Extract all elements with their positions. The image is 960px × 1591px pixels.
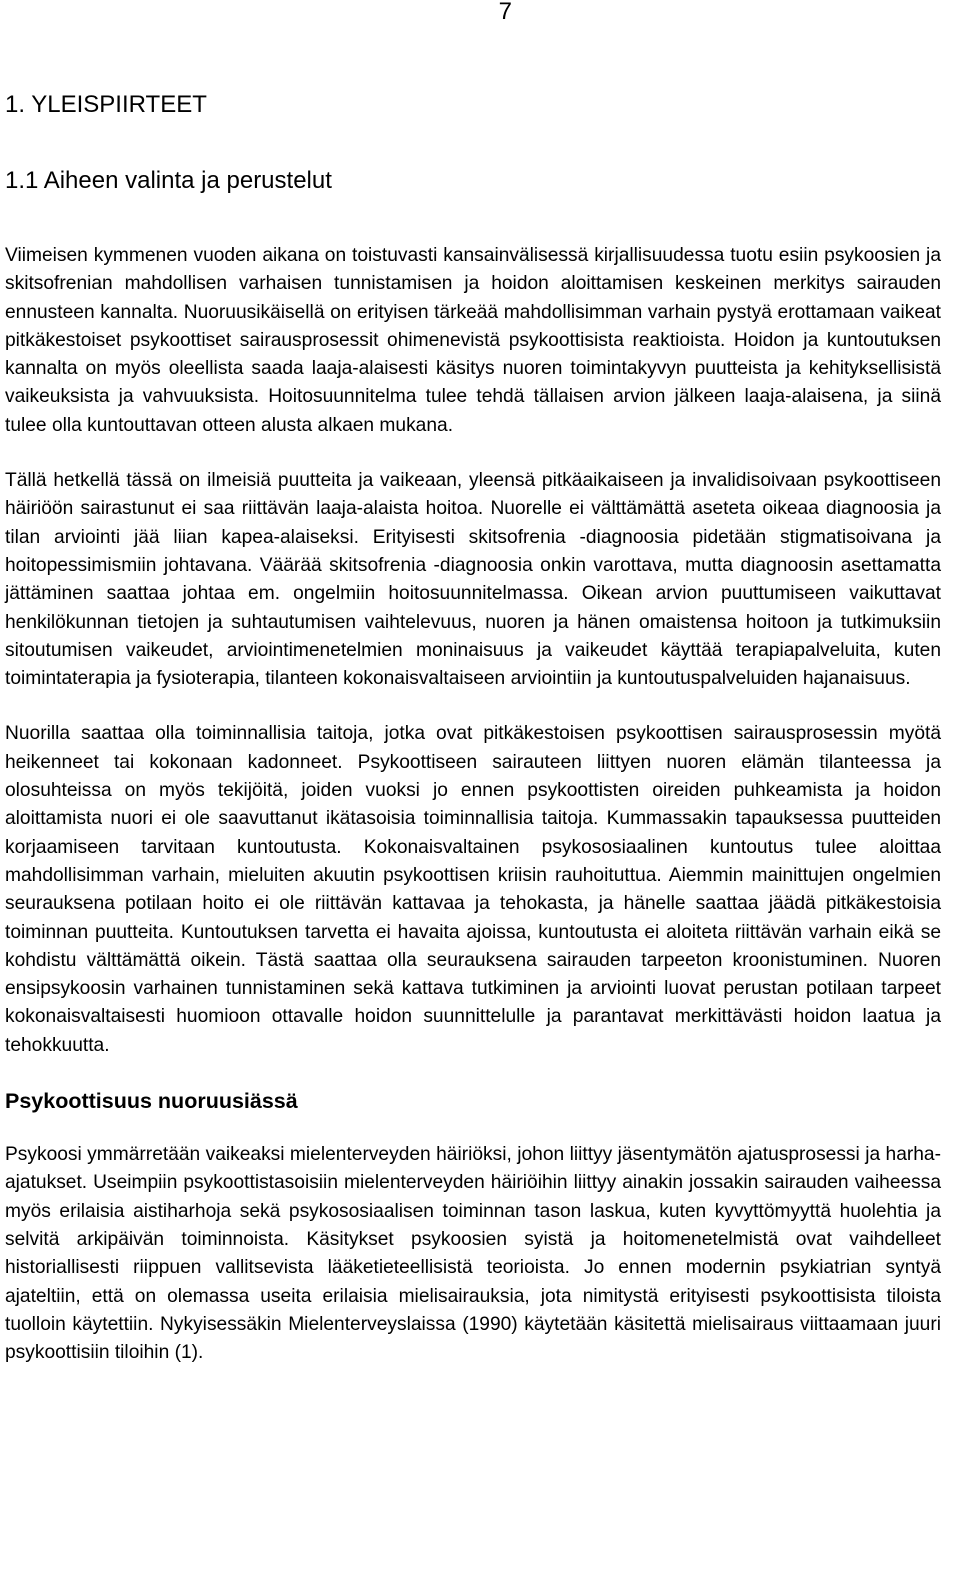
paragraph-2: Tällä hetkellä tässä on ilmeisiä puutteita ja vaikeaan, yleensä pitkäaikaiseen ja invalidisoivaan psykoottiseen häiriöön sairastunut ei saa riittävän laaja-alaista hoitoa. Nuorelle ei välttämättä aseteta oikeaa diagnoosia ja tilan arviointi jää liian kapea-alaiseksi. Erityisesti skitsofrenia -diagnoosia pidetään stigmatisoivana ja hoitopessimismiin johtavana. Väärää skitsofrenia -diagnoosia onkin varottava, mutta diagnoosin asettamatta jättäminen saattaa johtaa em. ongelmiin hoitosuunnitelmassa. Oikean arvion puuttumiseen vaikuttavat henkilökunnan tietojen ja suhtautumisen vaihtelevuus, nuoren ja hänen omaistensa hoitoon ja tutkimuksiin sitoutumisen vaikeudet, arviointimenetelmien moninaisuus ja vaikeudet käyttää terapiapalveluita, kuten toimintaterapia ja fysioterapia, tilanteen kokonaisvaltaiseen arviointiin ja kuntoutuspalveluiden hajanaisuus. [5,470,941,690]
paragraph-1: Viimeisen kymmenen vuoden aikana on toistuvasti kansainvälisessä kirjallisuudessa tuotu esiin psykoosien ja skitsofrenian mahdollisen varhaisen tunnistamisen ja hoidon aloittamisen keskeinen merkitys sairauden ennusteen kannalta. Nuoruusikäisellä on erityisen tärkeää mahdollisimman varhain pystyä erottamaan vaikeat pitkäkestoiset psykoottiset sairausprosessit ohimenevistä psykoottisista reaktioista. Hoidon ja kuntoutuksen kannalta on myös oleellista saada laaja-alaisesti käsitys nuoren toimintakyvyn puutteista ja kehityksellisistä vaikeuksista ja vahvuuksista. Hoitosuunnitelma tulee tehdä tällaisen arvion jälkeen laaja-alaisena, ja siinä tulee olla kuntouttavan otteen alusta alkaen mukana. [5,245,941,436]
subheading-psychoticism: Psykoottisuus nuoruusiässä [5,1089,298,1114]
section-title: 1.1 Aiheen valinta ja perustelut [5,167,332,194]
chapter-title: 1. YLEISPIIRTEET [5,91,207,118]
document-body [5,88,941,1394]
page-number: 7 [498,0,512,25]
paragraph-3: Nuorilla saattaa olla toiminnallisia taitoja, jotka ovat pitkäkestoisen psykoottisen sairausprosessin myötä heikenneet tai kokonaan kadonneet. Psykoottiseen sairauteen liittyen nuoren elämän tilanteessa ja olosuhteissa on myös tekijöitä, joiden vuoksi jo ennen psykoottisten oireiden puhkeamista ja hoidon aloittamista nuori ei ole saavuttanut ikätasoisia toiminnallisia taitoja. Kummassakin tapauksessa puutteiden korjaamiseen tarvitaan kuntoutusta. Kokonaisvaltainen psykososiaalinen kuntoutus tulee aloittaa mahdollisimman varhain, mieluiten akuutin psykoottisen kriisin rauhoituttua. Aiemmin mainittujen ongelmien seurauksena potilaan hoito ei ole riittävän kattavaa ja tehokasta, ja hänelle saattaa jäädä pitkäkestoisia toiminnan puutteita. Kuntoutuksen tarvetta ei havaita ajoissa, kuntoutusta ei aloiteta riittävän varhain eikä se kohdistu välttämättä oikein. Tästä saattaa olla seurauksena sairauden tarpeeton kroonistuminen. Nuoren ensipsykoosin varhainen tunnistaminen sekä kattava tutkiminen ja arviointi luovat perustan potilaan tarpeet kokonaisvaltaisesti huomioon ottavalle hoidon suunnittelulle ja parantavat merkittävästi hoidon laatua ja tehokkuutta. [5,723,941,1056]
paragraph-4: Psykoosi ymmärretään vaikeaksi mielenterveyden häiriöksi, johon liittyy jäsentymätön ajatusprosessi ja harha-ajatukset. Useimpiin psykoottistasoisiin mielenterveyden häiriöihin liittyy ainakin jossakin sairauden vaiheessa myös erilaisia aistiharhoja sekä psykososiaalisen toiminnan tason laskua, kuten kyvyttömyyttä huolehtia ja selvitä arkipäivän toiminnoista. Käsitykset psykoosien syistä ja hoitomenetelmistä ovat vaihdelleet historiallisesti riippuen vallitsevista lääketieteellisistä teorioista. Jo ennen modernin psykiatrian syntyä ajateltiin, että on olemassa useita erilaisia mielisairauksia, jota nimitystä erityisesti psykoottisista tiloista tuolloin käytettiin. Nykyisessäkin Mielenterveyslaissa (1990) käytetään käsitettä mielisairaus viittaamaan juuri psykoottisiin tiloihin (1). [5,1144,941,1364]
